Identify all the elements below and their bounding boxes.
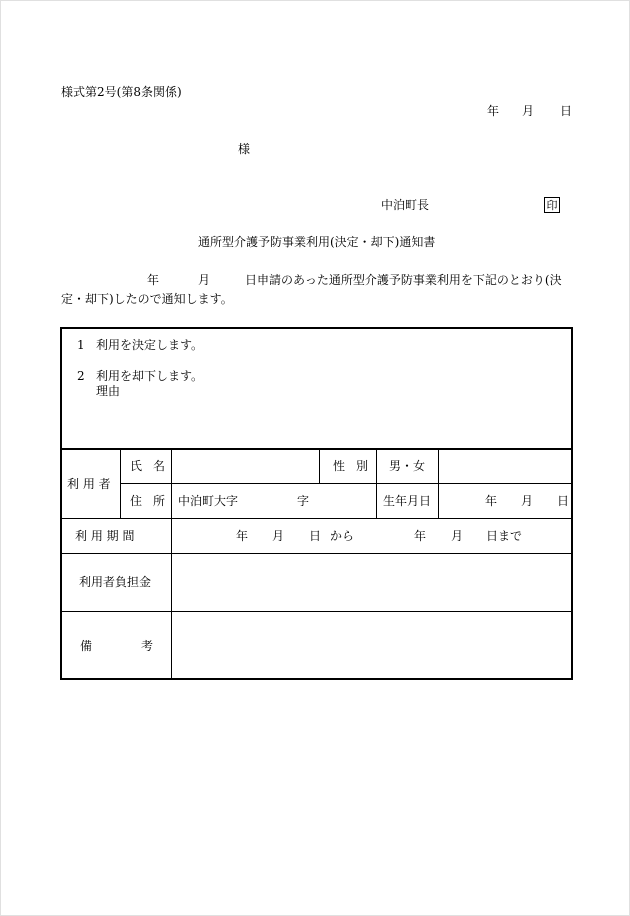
rule: [376, 449, 377, 518]
rule: [438, 449, 439, 518]
rule: [61, 553, 572, 554]
body-month-label: 月: [198, 273, 211, 287]
reason-label: 理由: [96, 384, 121, 398]
decision-item1-number: 1: [77, 338, 85, 352]
seal-mark: 印: [544, 197, 560, 213]
document-title: 通所型介護予防事業利用(決定・却下)通知書: [198, 235, 436, 249]
name-label-a: 氏: [130, 459, 143, 473]
birth-month-label: 月: [521, 494, 534, 508]
period-label: 利 用 期 間: [75, 529, 135, 543]
birth-year-label: 年: [485, 494, 498, 508]
rule: [61, 448, 572, 450]
address-label-b: 所: [153, 494, 166, 508]
decision-item2-number: 2: [77, 369, 85, 383]
body-year-label: 年: [147, 273, 160, 287]
body-line1-text: 日申請のあった通所型介護予防事業利用を下記のとおり(決: [245, 273, 562, 287]
rule: [61, 518, 572, 519]
period-to-day-suffix: 日まで: [486, 529, 523, 543]
period-from-day: 日: [309, 529, 322, 543]
rule: [120, 483, 572, 484]
period-to-year: 年: [414, 529, 427, 543]
decision-item2-text: 利用を却下します。: [96, 369, 204, 383]
rule: [120, 449, 121, 518]
birth-date-label: 生年月日: [383, 494, 432, 508]
remarks-label-b: 考: [141, 639, 154, 653]
rule: [171, 449, 172, 679]
date-year-label: 年: [487, 104, 500, 118]
rule: [61, 611, 572, 612]
form-number: 様式第2号(第8条関係): [61, 85, 182, 99]
burden-label: 利用者負担金: [79, 575, 152, 589]
issuer-name: 中泊町長: [381, 198, 430, 212]
birth-day-label: 日: [557, 494, 570, 508]
period-from-month: 月: [272, 529, 285, 543]
body-line2-text: 定・却下)したので通知します。: [61, 292, 233, 306]
period-from-year: 年: [236, 529, 249, 543]
gender-options: 男・女: [389, 459, 426, 473]
date-month-label: 月: [522, 104, 535, 118]
name-label-b: 名: [153, 459, 166, 473]
period-to-month: 月: [451, 529, 464, 543]
decision-item1-text: 利用を決定します。: [96, 338, 204, 352]
gender-label-b: 別: [356, 459, 369, 473]
address-label-a: 住: [130, 494, 143, 508]
user-section-label: 利 用 者: [67, 477, 111, 491]
gender-label-a: 性: [333, 459, 346, 473]
rule: [319, 449, 320, 483]
period-from-suffix: から: [330, 529, 355, 543]
address-prefix: 中泊町大字: [178, 494, 239, 508]
address-aza: 字: [297, 494, 310, 508]
date-day-label: 日: [560, 104, 573, 118]
remarks-label-a: 備: [80, 639, 93, 653]
addressee-suffix: 様: [238, 142, 251, 156]
